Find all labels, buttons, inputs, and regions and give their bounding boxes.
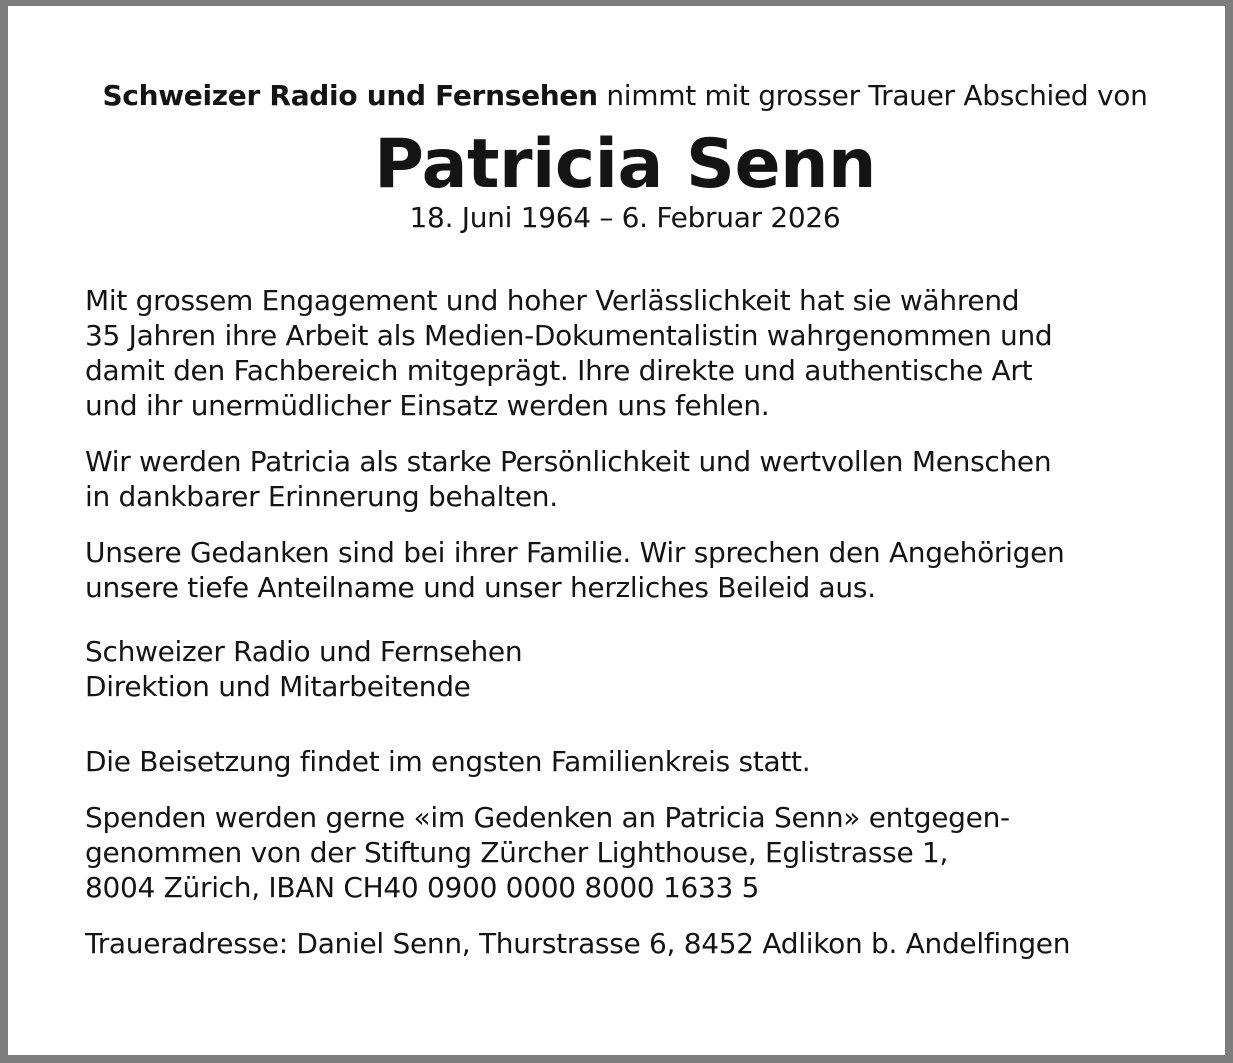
tribute-paragraph xyxy=(85,283,1165,423)
remembrance-line: Wir werden Patricia als starke Persönlichkeit und wertvollen Menschen xyxy=(85,445,1052,478)
remembrance-line: in dankbarer Erinnerung behalten. xyxy=(85,480,558,513)
remembrance-paragraph xyxy=(85,444,1165,514)
donation-line: 8004 Zürich, IBAN CH40 0900 0000 8000 1633 5 xyxy=(85,871,760,904)
intro-organization: Schweizer Radio und Fernsehen xyxy=(102,79,598,112)
signature-organization: Schweizer Radio und Fernsehen xyxy=(85,635,523,668)
donation-line: genommen von der Stiftung Zürcher Lighthouse, Eglistrasse 1, xyxy=(85,836,949,869)
tribute-line: Mit grossem Engagement und hoher Verlässlichkeit hat sie während xyxy=(85,284,1020,317)
tribute-line: und ihr unermüdlicher Einsatz werden uns fehlen. xyxy=(85,389,770,422)
life-dates: 18. Juni 1964 – 6. Februar 2026 xyxy=(409,201,841,234)
mourning-address xyxy=(85,926,1165,961)
intro-text: nimmt mit grosser Trauer Abschied von xyxy=(597,79,1148,112)
donation-info xyxy=(85,800,1165,905)
intro-line xyxy=(85,76,1165,116)
condolence-line: Unsere Gedanken sind bei ihrer Familie. Wir sprechen den Angehörigen xyxy=(85,536,1065,569)
funeral-info xyxy=(85,744,1165,779)
donation-line: Spenden werden gerne «im Gedenken an Patricia Senn» entgegen- xyxy=(85,801,1010,834)
tribute-line: damit den Fachbereich mitgeprägt. Ihre direkte und authentische Art xyxy=(85,354,1033,387)
signature-block xyxy=(85,634,1165,704)
deceased-name: Patricia Senn xyxy=(374,125,876,204)
condolence-line: unsere tiefe Anteilname und unser herzliches Beileid aus. xyxy=(85,571,876,604)
funeral-line: Die Beisetzung findet im engsten Familienkreis statt. xyxy=(85,745,811,778)
tribute-line: 35 Jahren ihre Arbeit als Medien-Dokumentalistin wahrgenommen und xyxy=(85,319,1053,352)
signature-department: Direktion und Mitarbeitende xyxy=(85,670,471,703)
condolence-paragraph xyxy=(85,535,1165,605)
mourning-address-line: Traueradresse: Daniel Senn, Thurstrasse 6, 8452 Adlikon b. Andelfingen xyxy=(85,927,1071,960)
obituary-notice xyxy=(85,76,1165,961)
